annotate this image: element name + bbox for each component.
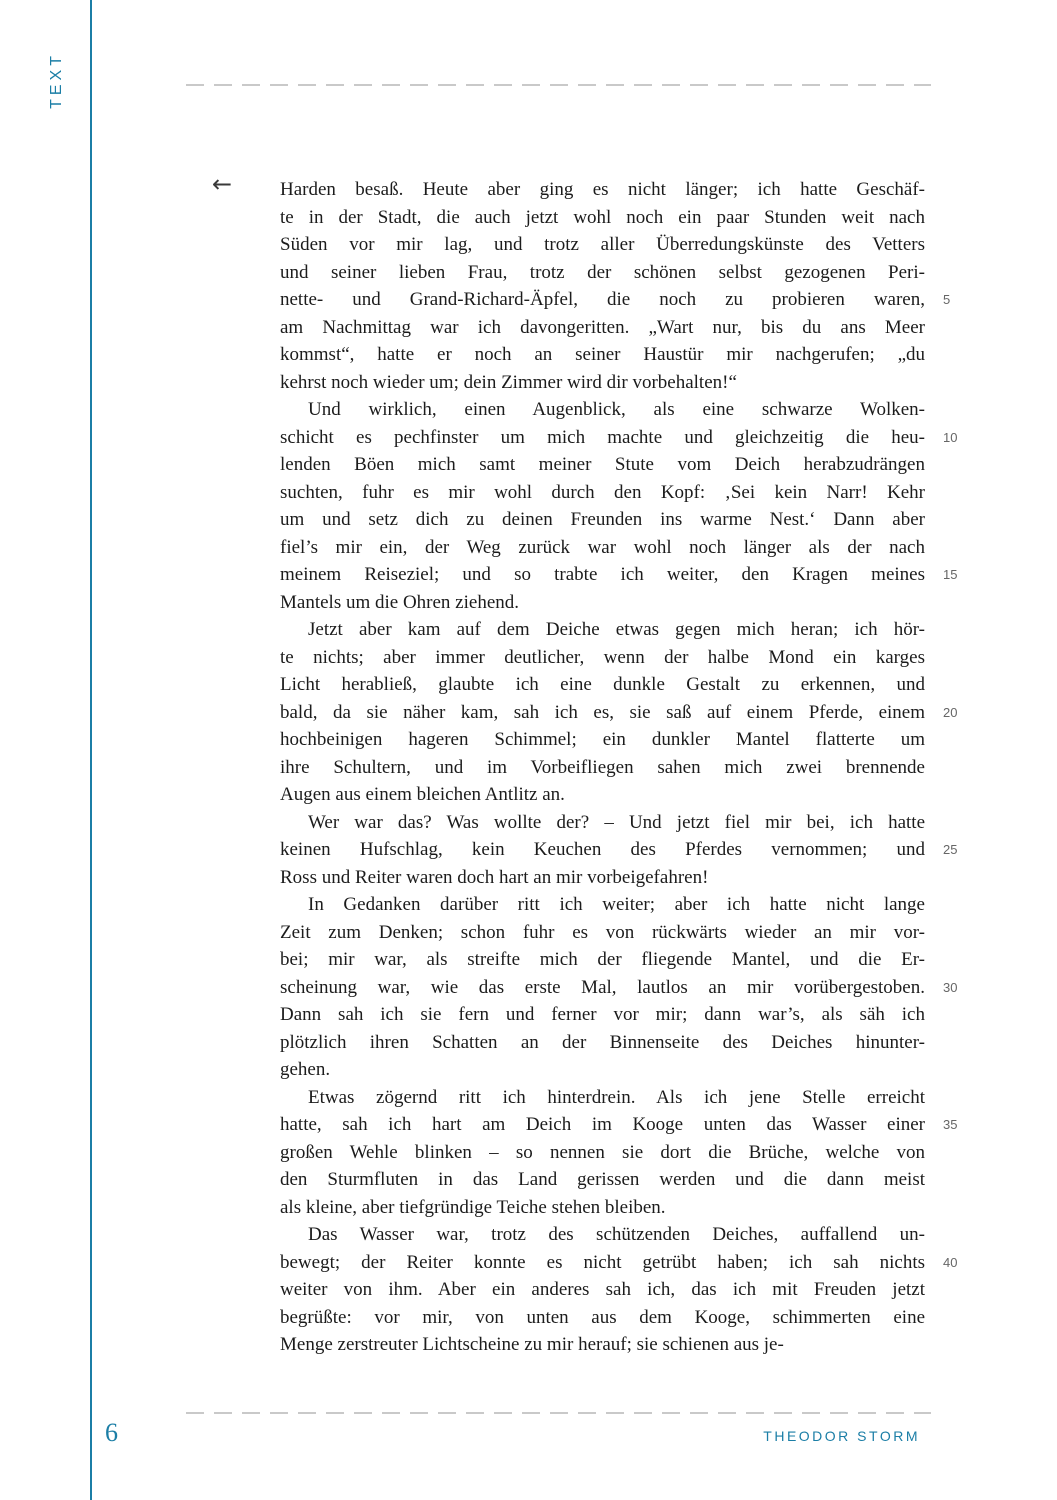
text-line: fiel’s mir ein, der Weg zurück war wohl noch länger als der nach [280,536,925,558]
text-line: um und setz dich zu deinen Freunden ins warme Nest.‘ Dann aber [280,509,925,530]
top-divider [186,84,931,86]
text-line: kehrst noch wieder um; dein Zimmer wird dir vorbehalten!“ [280,371,737,393]
text-line: Harden besaß. Heute aber ging es nicht länger; ich hatte Geschäf- [280,179,925,200]
text-line: am Nachmittag war ich davongeritten. „Wart nur, bis du ans Meer [280,316,925,338]
line-number: 15 [943,567,958,582]
line-number: 40 [943,1254,958,1270]
back-arrow[interactable]: ← [212,170,233,198]
line-number: 10 [943,429,958,445]
paragraph [280,616,925,809]
text-line: scheinung war, wie das erste Mal, lautlos an mir vorübergestoben. [280,976,925,998]
text-line: Licht herabließ, glaubte ich eine dunkle Gestalt zu erkennen, und [280,674,925,695]
paragraph [280,1221,925,1359]
line-number: 5 [943,292,951,307]
paragraph [280,1084,925,1222]
text-line: Ross und Reiter waren doch hart an mir vorbeigefahren! [280,866,709,888]
text-line: gehen. [280,1059,331,1080]
text-line: bald, da sie näher kam, sah ich es, sie saß auf einem Pferde, einem [280,701,925,723]
left-margin-rule [90,0,92,1500]
page-number: 6 [105,1418,118,1447]
text-line: großen Wehle blinken – so nennen sie dort die Brüche, welche von [280,1141,925,1163]
line-number: 25 [943,842,958,857]
body-text [280,176,925,1359]
paragraph [280,891,925,1084]
paragraph [280,176,925,396]
text-line: Süden vor mir lag, und trotz aller Überredungskünste des Vetters [280,234,925,255]
line-number: 20 [943,704,958,720]
text-line: bei; mir war, als streifte mich der fliegende Mantel, und die Er- [280,949,925,970]
text-line: plötzlich ihren Schatten an der Binnenseite des Deiches hinunter- [280,1031,925,1053]
text-line: Etwas zögernd ritt ich hinterdrein. Als ich jene Stelle erreicht [308,1086,925,1108]
text-line: Und wirklich, einen Augenblick, als eine schwarze Wolken- [308,399,925,420]
text-line: Zeit zum Denken; schon fuhr es von rückwärts wieder an mir vor- [280,921,925,943]
text-line: Augen aus einem bleichen Antlitz an. [280,784,565,805]
text-line: schicht es pechfinster um mich machte und gleichzeitig die heu- [280,426,925,448]
text-line: Wer war das? Was wollte der? – Und jetzt fiel mir bei, ich hatte [308,811,925,833]
text-line: und seiner lieben Frau, trotz der schönen selbst gezogenen Peri- [280,261,925,283]
text-line: begrüßte: vor mir, von unten aus dem Kooge, schimmerten eine [280,1306,925,1328]
text-line: hatte, sah ich hart am Deich im Kooge unten das Wasser einer [280,1114,925,1135]
text-line: lenden Böen mich samt meiner Stute vom Deich herabzudrängen [280,454,925,475]
line-number-gutter [943,176,977,1359]
text-line: te in der Stadt, die auch jetzt wohl noch ein paar Stunden weit nach [280,206,925,228]
bottom-divider [186,1412,931,1414]
text-line: suchten, fuhr es mir wohl durch den Kopf: ‚Sei kein Narr! Kehr [280,481,925,503]
text-line: In Gedanken darüber ritt ich weiter; aber ich hatte nicht lange [308,894,925,915]
line-number: 30 [943,979,958,995]
text-line: nette- und Grand-Richard-Äpfel, die noch zu probieren waren, [280,289,925,310]
text-line: Mantels um die Ohren ziehend. [280,591,520,613]
author-name: THEODOR STORM [763,1428,920,1444]
text-line: te nichts; aber immer deutlicher, wenn der halbe Mond ein karges [280,646,925,668]
text-line: Das Wasser war, trotz des schützenden Deiches, auffallend un- [308,1224,925,1245]
text-line: ihre Schultern, und im Vorbeifliegen sahen mich zwei brennende [280,756,925,778]
text-line: kommst“, hatte er noch an seiner Haustür mir nachgerufen; „du [280,344,925,365]
text-line: keinen Hufschlag, kein Keuchen des Pferdes vernommen; und [280,839,925,860]
text-line: als kleine, aber tiefgründige Teiche stehen bleiben. [280,1196,666,1218]
text-line: hochbeinigen hageren Schimmel; ein dunkler Mantel flatterte um [280,729,925,750]
text-line: Menge zerstreuter Lichtscheine zu mir herauf; sie schienen aus je- [280,1334,784,1355]
text-line: den Sturmfluten in das Land gerissen werden und die dann meist [280,1169,925,1190]
section-label: TEXT [48,52,65,109]
line-number: 35 [943,1117,958,1132]
text-line: bewegt; der Reiter konnte es nicht getrübt haben; ich sah nichts [280,1251,925,1273]
text-line: weiter von ihm. Aber ein anderes sah ich, das ich mit Freuden jetzt [280,1279,925,1300]
paragraph [280,809,925,892]
text-line: meinem Reiseziel; und so trabte ich weiter, den Kragen meines [280,564,925,585]
paragraph [280,396,925,616]
text-line: Jetzt aber kam auf dem Deiche etwas gegen mich heran; ich hör- [308,619,925,640]
text-line: Dann sah ich sie fern und ferner vor mir; dann war’s, als säh ich [280,1004,925,1025]
